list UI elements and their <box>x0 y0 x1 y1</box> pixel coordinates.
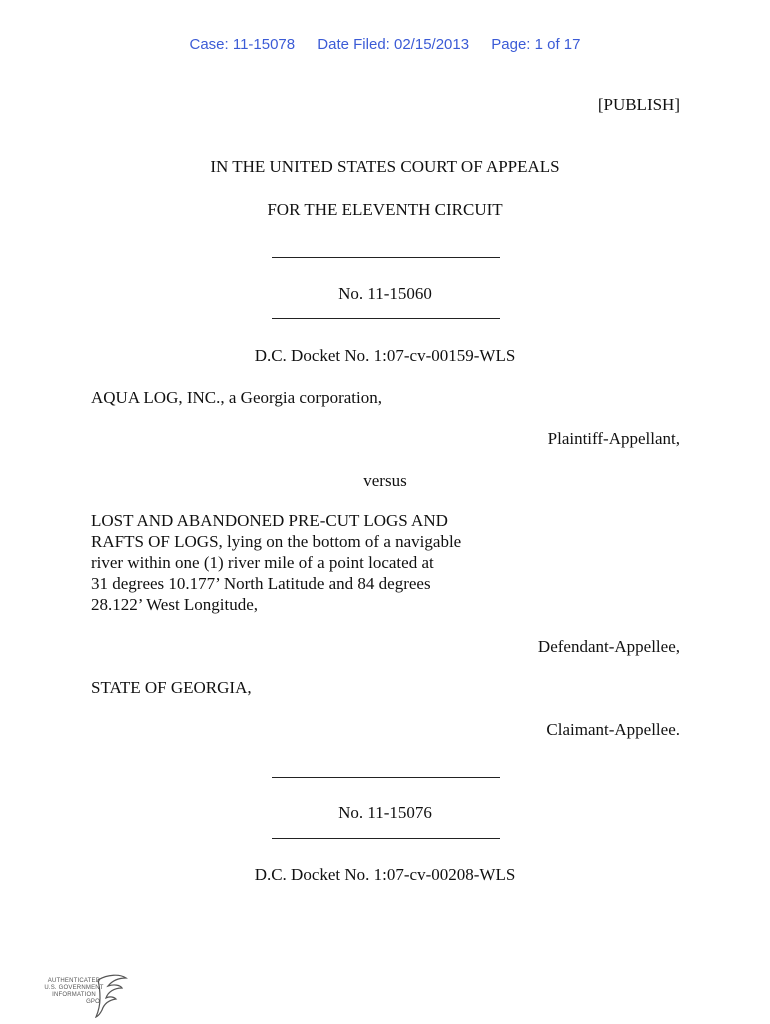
docket-number-1: D.C. Docket No. 1:07-cv-00159-WLS <box>254 346 516 365</box>
defendant-caption <box>91 510 461 615</box>
divider-rule <box>272 777 500 778</box>
gpo-authentication-seal <box>44 972 134 1018</box>
plaintiff-role: Plaintiff-Appellant, <box>547 429 680 448</box>
plaintiff-name: AQUA LOG, INC., a Georgia corporation, <box>91 388 382 407</box>
court-name: IN THE UNITED STATES COURT OF APPEALS <box>210 157 560 176</box>
stamp-page: Page: 1 of 17 <box>491 36 581 53</box>
stamp-date-filed: Date Filed: 02/15/2013 <box>317 36 470 53</box>
divider-rule <box>272 318 500 319</box>
claimant-name: STATE OF GEORGIA, <box>91 678 252 697</box>
divider-rule <box>272 838 500 839</box>
defendant-role: Defendant-Appellee, <box>537 637 680 656</box>
circuit-name: FOR THE ELEVENTH CIRCUIT <box>267 200 503 219</box>
gpo-seal-text: AUTHENTICATED U.S. GOVERNMENT INFORMATION GPO <box>44 978 104 1005</box>
versus-label: versus <box>363 471 407 490</box>
defendant-line: river within one (1) river mile of a point located at <box>91 553 434 572</box>
defendant-line: 31 degrees 10.177’ North Latitude and 84 degrees <box>91 574 431 593</box>
case-number-2: No. 11-15076 <box>338 803 432 822</box>
publish-label: [PUBLISH] <box>597 95 680 114</box>
defendant-line: RAFTS OF LOGS, lying on the bottom of a navigable <box>91 532 462 551</box>
defendant-line: 28.122’ West Longitude, <box>91 595 259 614</box>
filing-stamp <box>0 36 770 53</box>
eagle-icon <box>94 972 128 1018</box>
divider-rule <box>272 257 500 258</box>
docket-number-2: D.C. Docket No. 1:07-cv-00208-WLS <box>254 865 516 884</box>
stamp-case: Case: 11-15078 <box>189 36 296 53</box>
case-number-1: No. 11-15060 <box>338 284 432 303</box>
claimant-role: Claimant-Appellee. <box>546 720 680 739</box>
defendant-line: LOST AND ABANDONED PRE-CUT LOGS AND <box>91 511 448 530</box>
